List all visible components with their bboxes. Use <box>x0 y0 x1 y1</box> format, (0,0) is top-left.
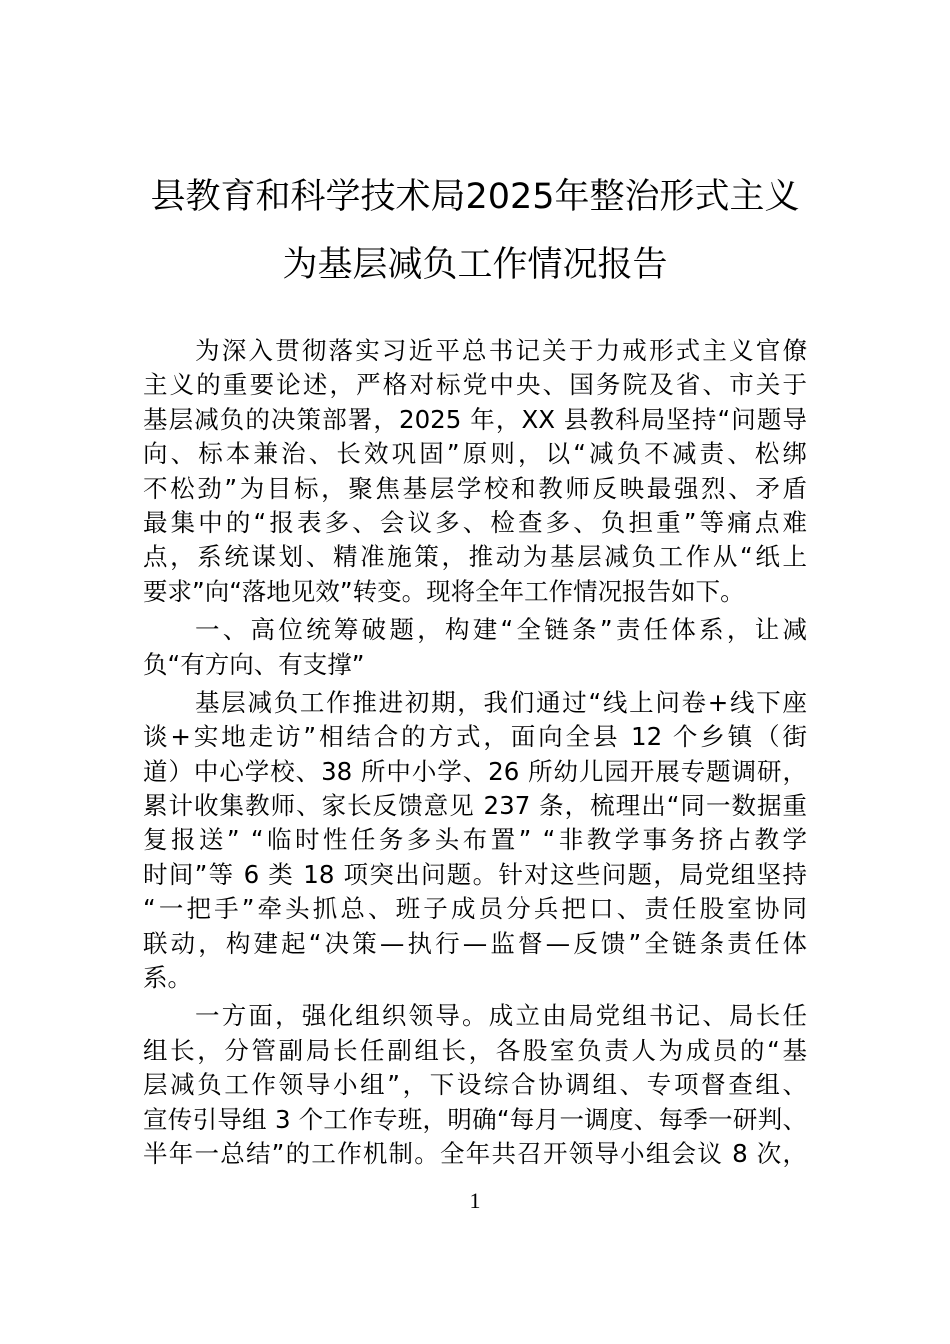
text-line: 时间”等 6 类 18 项突出问题。针对这些问题，局党组坚持 <box>143 859 807 889</box>
document-title-line-1: 县教育和科学技术局2025年整治形式主义 <box>150 177 800 217</box>
text-line: 组长，分管副局长任副组长，各股室负责人为成员的“基 <box>143 1035 807 1065</box>
text-line: 最集中的“报表多、会议多、检查多、负担重”等痛点难 <box>143 507 807 537</box>
section-heading <box>143 613 807 682</box>
paragraph <box>143 334 807 609</box>
text-line: 累计收集教师、家长反馈意见 237 条，梳理出“同一数据重 <box>143 791 807 821</box>
text-line: 半年一总结”的工作机制。全年共召开领导小组会议 8 次， <box>143 1138 807 1168</box>
text-line: 层减负工作领导小组”，下设综合协调组、专项督查组、 <box>143 1070 807 1100</box>
text-line: 负“有方向、有支撑” <box>143 649 365 679</box>
text-line: 一、高位统筹破题，构建“全链条”责任体系，让减 <box>195 615 807 645</box>
text-line: 复报送” “临时性任务多头布置” “非教学事务挤占教学 <box>143 825 807 855</box>
document-title-line-2: 为基层减负工作情况报告 <box>282 245 668 285</box>
text-line: 要求”向“落地见效”转变。现将全年工作情况报告如下。 <box>143 576 745 606</box>
page-number: 1 <box>469 1188 481 1213</box>
text-line: 向、标本兼治、长效巩固”原则，以“减负不减责、松绑 <box>143 439 807 469</box>
text-line: “一把手”牵头抓总、班子成员分兵把口、责任股室协同 <box>143 894 807 924</box>
paragraph <box>143 999 807 1171</box>
text-line: 谈+实地走访”相结合的方式，面向全县 12 个乡镇（街 <box>143 722 807 752</box>
text-line: 点，系统谋划、精准施策，推动为基层减负工作从“纸上 <box>143 542 807 572</box>
text-line: 主义的重要论述，严格对标党中央、国务院及省、市关于 <box>143 370 807 400</box>
text-line: 基层减负的决策部署，2025 年，XX 县教科局坚持“问题导 <box>143 404 807 434</box>
document-body <box>143 334 807 1175</box>
text-line: 一方面，强化组织领导。成立由局党组书记、局长任 <box>195 1001 807 1031</box>
text-line: 基层减负工作推进初期，我们通过“线上问卷+线下座 <box>195 687 807 717</box>
text-line: 宣传引导组 3 个工作专班，明确“每月一调度、每季一研判、 <box>143 1104 807 1134</box>
text-line: 道）中心学校、38 所中小学、26 所幼儿园开展专题调研， <box>143 756 807 786</box>
text-line: 系。 <box>143 963 192 993</box>
text-line: 联动，构建起“决策—执行—监督—反馈”全链条责任体 <box>143 928 807 958</box>
text-line: 为深入贯彻落实习近平总书记关于力戒形式主义官僚 <box>195 336 807 365</box>
paragraph <box>143 686 807 996</box>
text-line: 不松劲”为目标，聚焦基层学校和教师反映最强烈、矛盾 <box>143 473 807 503</box>
